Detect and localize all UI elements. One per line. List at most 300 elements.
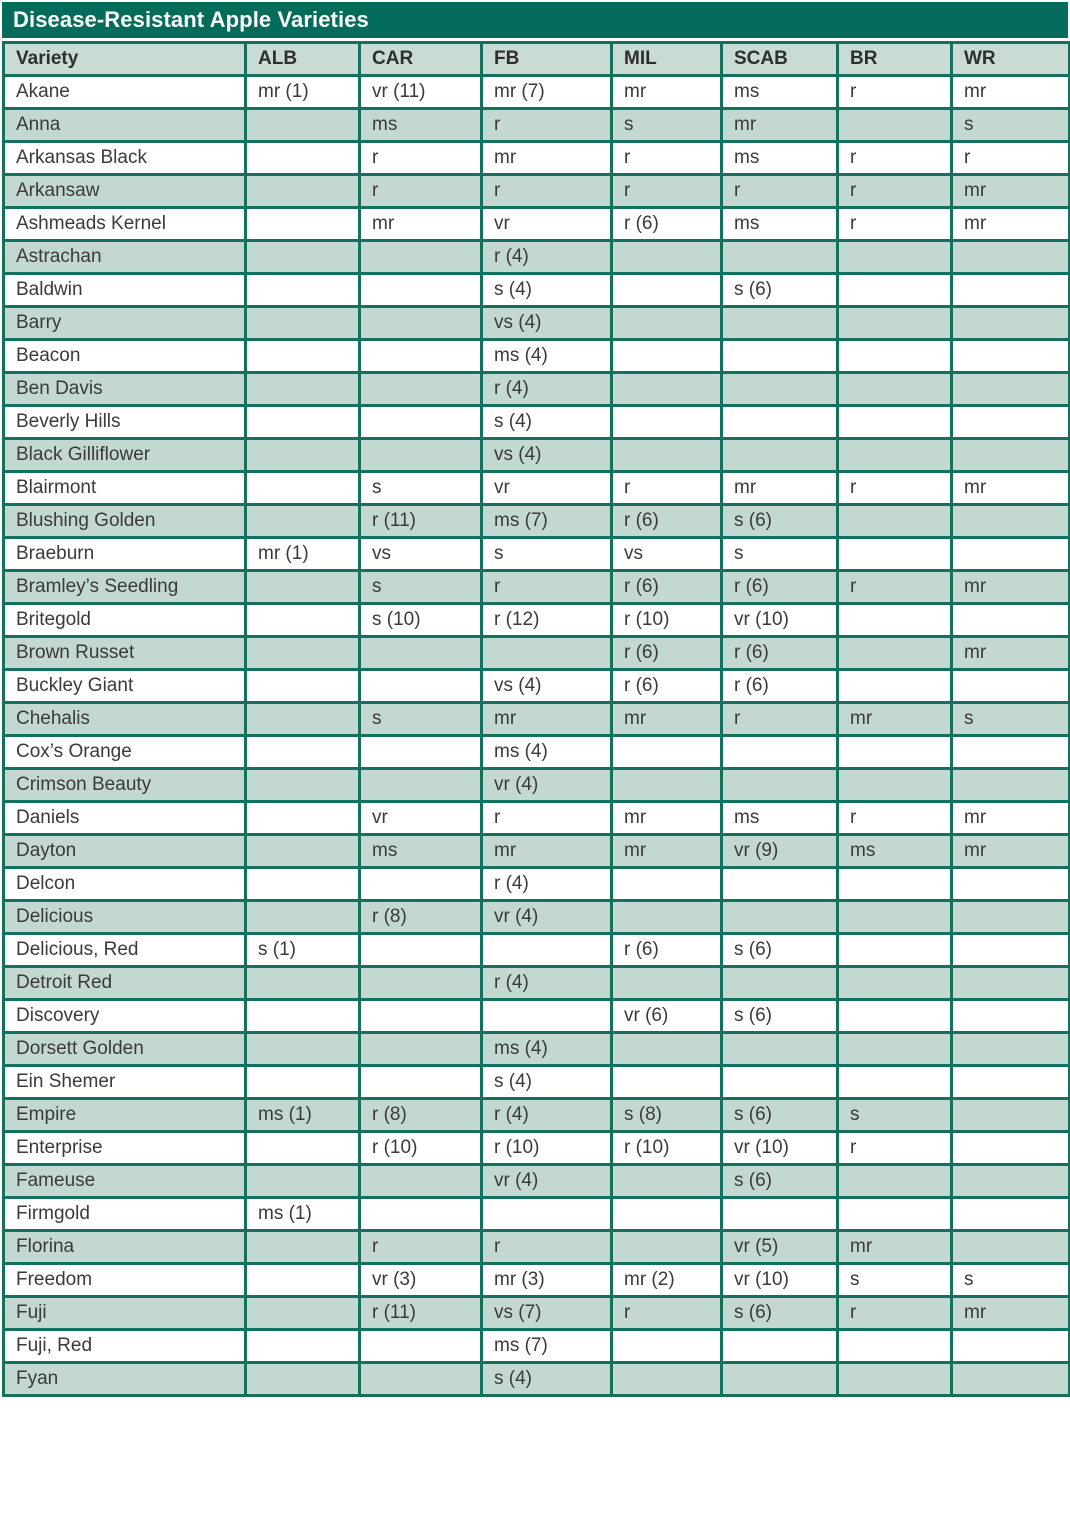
table-row (4, 868, 1070, 901)
rating-cell (360, 670, 482, 703)
table-row (4, 175, 1070, 208)
rating-cell (612, 868, 722, 901)
rating-cell: s (10) (360, 604, 482, 637)
rating-cell: vs (4) (482, 670, 612, 703)
column-header-fb: FB (482, 43, 612, 76)
rating-cell (246, 1165, 360, 1198)
rating-cell (612, 406, 722, 439)
rating-cell: mr (952, 472, 1070, 505)
variety-cell: Chehalis (4, 703, 246, 736)
rating-cell: r (8) (360, 1099, 482, 1132)
rating-cell: mr (482, 835, 612, 868)
rating-cell (838, 439, 952, 472)
rating-cell: ms (722, 208, 838, 241)
variety-cell: Bramley’s Seedling (4, 571, 246, 604)
rating-cell (246, 604, 360, 637)
rating-cell (838, 505, 952, 538)
rating-cell: r (6) (612, 670, 722, 703)
variety-cell: Akane (4, 76, 246, 109)
rating-cell (838, 769, 952, 802)
rating-cell (952, 373, 1070, 406)
rating-cell (722, 406, 838, 439)
rating-cell: mr (612, 802, 722, 835)
rating-cell (360, 1033, 482, 1066)
variety-cell: Delicious, Red (4, 934, 246, 967)
rating-cell: r (722, 175, 838, 208)
rating-cell (482, 1198, 612, 1231)
rating-cell (360, 1000, 482, 1033)
rating-cell (952, 1099, 1070, 1132)
column-header-variety: Variety (4, 43, 246, 76)
header-row (4, 43, 1070, 76)
rating-cell (246, 1231, 360, 1264)
variety-cell: Beverly Hills (4, 406, 246, 439)
rating-cell (246, 802, 360, 835)
rating-cell (838, 637, 952, 670)
rating-cell: r (4) (482, 1099, 612, 1132)
rating-cell (952, 1165, 1070, 1198)
table-row (4, 1264, 1070, 1297)
rating-cell (246, 637, 360, 670)
rating-cell: r (6) (612, 637, 722, 670)
rating-cell: vs (7) (482, 1297, 612, 1330)
rating-cell (246, 670, 360, 703)
rating-cell (722, 1363, 838, 1396)
rating-cell: vr (9) (722, 835, 838, 868)
variety-cell: Daniels (4, 802, 246, 835)
table-row (4, 274, 1070, 307)
rating-cell (838, 538, 952, 571)
rating-cell: s (4) (482, 1066, 612, 1099)
rating-cell: s (612, 109, 722, 142)
rating-cell: r (838, 208, 952, 241)
rating-cell (952, 670, 1070, 703)
column-header-wr: WR (952, 43, 1070, 76)
rating-cell (246, 274, 360, 307)
variety-cell: Barry (4, 307, 246, 340)
rating-cell: s (6) (722, 1165, 838, 1198)
rating-cell: r (482, 571, 612, 604)
variety-cell: Firmgold (4, 1198, 246, 1231)
rating-cell (360, 439, 482, 472)
rating-cell: s (952, 109, 1070, 142)
rating-cell (246, 472, 360, 505)
table-row (4, 1297, 1070, 1330)
rating-cell (612, 1330, 722, 1363)
rating-cell (612, 1165, 722, 1198)
rating-cell (722, 1066, 838, 1099)
table-row (4, 241, 1070, 274)
variety-cell: Detroit Red (4, 967, 246, 1000)
rating-cell (838, 241, 952, 274)
rating-cell: ms (7) (482, 1330, 612, 1363)
rating-cell (952, 1198, 1070, 1231)
rating-cell: vr (11) (360, 76, 482, 109)
rating-cell (612, 1066, 722, 1099)
rating-cell: ms (4) (482, 736, 612, 769)
rating-cell (838, 1198, 952, 1231)
variety-cell: Ashmeads Kernel (4, 208, 246, 241)
rating-cell: r (4) (482, 967, 612, 1000)
table-row (4, 703, 1070, 736)
rating-cell: mr (952, 175, 1070, 208)
variety-cell: Discovery (4, 1000, 246, 1033)
rating-cell (952, 934, 1070, 967)
rating-cell: mr (838, 1231, 952, 1264)
rating-cell: r (10) (482, 1132, 612, 1165)
variety-cell: Delcon (4, 868, 246, 901)
rating-cell (838, 340, 952, 373)
rating-cell: mr (2) (612, 1264, 722, 1297)
rating-cell (722, 1198, 838, 1231)
rating-cell: s (360, 571, 482, 604)
rating-cell: r (6) (612, 208, 722, 241)
rating-cell: vr (360, 802, 482, 835)
rating-cell (360, 307, 482, 340)
rating-cell (952, 868, 1070, 901)
table-header (4, 43, 1070, 76)
variety-cell: Baldwin (4, 274, 246, 307)
rating-cell: r (6) (612, 571, 722, 604)
rating-cell (360, 967, 482, 1000)
variety-cell: Fameuse (4, 1165, 246, 1198)
rating-cell: r (4) (482, 241, 612, 274)
variety-cell: Braeburn (4, 538, 246, 571)
rating-cell: s (360, 472, 482, 505)
rating-cell: r (838, 142, 952, 175)
rating-cell (952, 736, 1070, 769)
rating-cell: vr (5) (722, 1231, 838, 1264)
rating-cell: r (360, 142, 482, 175)
table-row (4, 1198, 1070, 1231)
rating-cell (612, 439, 722, 472)
rating-cell: mr (722, 472, 838, 505)
rating-cell: ms (360, 835, 482, 868)
rating-cell: mr (722, 109, 838, 142)
rating-cell (952, 967, 1070, 1000)
rating-cell: vr (10) (722, 1264, 838, 1297)
rating-cell (612, 1033, 722, 1066)
rating-cell (838, 967, 952, 1000)
table-row (4, 472, 1070, 505)
rating-cell (838, 1165, 952, 1198)
rating-cell (952, 1132, 1070, 1165)
rating-cell: r (838, 571, 952, 604)
rating-cell: vr (4) (482, 769, 612, 802)
rating-cell (246, 439, 360, 472)
rating-cell: r (6) (612, 505, 722, 538)
rating-cell (482, 1000, 612, 1033)
table-row (4, 901, 1070, 934)
rating-cell: s (952, 1264, 1070, 1297)
rating-cell: r (612, 142, 722, 175)
rating-cell: r (11) (360, 505, 482, 538)
rating-cell: mr (952, 76, 1070, 109)
table-row (4, 934, 1070, 967)
rating-cell (838, 373, 952, 406)
column-header-scab: SCAB (722, 43, 838, 76)
table-row (4, 505, 1070, 538)
rating-cell: r (838, 472, 952, 505)
table-row (4, 604, 1070, 637)
table-row (4, 109, 1070, 142)
table-row (4, 1066, 1070, 1099)
table-row (4, 1132, 1070, 1165)
rating-cell: mr (482, 703, 612, 736)
rating-cell (482, 934, 612, 967)
rating-cell (952, 604, 1070, 637)
rating-cell (360, 637, 482, 670)
rating-cell: s (838, 1264, 952, 1297)
rating-cell: r (952, 142, 1070, 175)
column-header-mil: MIL (612, 43, 722, 76)
rating-cell (838, 868, 952, 901)
rating-cell (246, 769, 360, 802)
rating-cell (246, 241, 360, 274)
rating-cell: r (482, 1231, 612, 1264)
rating-cell: ms (7) (482, 505, 612, 538)
rating-cell: mr (612, 835, 722, 868)
table-row (4, 637, 1070, 670)
rating-cell (838, 109, 952, 142)
rating-cell: s (482, 538, 612, 571)
table-row (4, 340, 1070, 373)
rating-cell: s (6) (722, 1099, 838, 1132)
rating-cell (722, 241, 838, 274)
rating-cell: s (722, 538, 838, 571)
rating-cell: r (6) (612, 934, 722, 967)
table-row (4, 142, 1070, 175)
rating-cell (838, 274, 952, 307)
rating-cell: r (360, 1231, 482, 1264)
rating-cell (838, 1000, 952, 1033)
rating-cell (246, 208, 360, 241)
rating-cell: r (6) (722, 571, 838, 604)
rating-cell (360, 406, 482, 439)
rating-cell (952, 1033, 1070, 1066)
column-header-alb: ALB (246, 43, 360, 76)
rating-cell (838, 1330, 952, 1363)
rating-cell: r (612, 472, 722, 505)
rating-cell (360, 934, 482, 967)
rating-cell: vr (4) (482, 901, 612, 934)
rating-cell (612, 274, 722, 307)
rating-cell (952, 406, 1070, 439)
variety-cell: Buckley Giant (4, 670, 246, 703)
rating-cell: r (4) (482, 868, 612, 901)
rating-cell (360, 274, 482, 307)
rating-cell: vs (4) (482, 307, 612, 340)
rating-cell (838, 604, 952, 637)
rating-cell: s (952, 703, 1070, 736)
rating-cell (246, 175, 360, 208)
variety-cell: Crimson Beauty (4, 769, 246, 802)
rating-cell: mr (952, 208, 1070, 241)
rating-cell (360, 868, 482, 901)
rating-cell (722, 373, 838, 406)
rating-cell: vr (10) (722, 604, 838, 637)
rating-cell (246, 1264, 360, 1297)
table-row (4, 1330, 1070, 1363)
column-header-br: BR (838, 43, 952, 76)
variety-cell: Arkansas Black (4, 142, 246, 175)
table-title: Disease-Resistant Apple Varieties (13, 7, 369, 32)
rating-cell: vs (4) (482, 439, 612, 472)
table-row (4, 835, 1070, 868)
rating-cell (838, 406, 952, 439)
rating-cell (246, 835, 360, 868)
rating-cell: r (482, 175, 612, 208)
table-row (4, 1165, 1070, 1198)
rating-cell (246, 1297, 360, 1330)
rating-cell: s (1) (246, 934, 360, 967)
rating-cell: vs (612, 538, 722, 571)
variety-cell: Beacon (4, 340, 246, 373)
variety-cell: Black Gilliflower (4, 439, 246, 472)
variety-cell: Fyan (4, 1363, 246, 1396)
rating-cell (246, 967, 360, 1000)
rating-cell: mr (1) (246, 538, 360, 571)
rating-cell (612, 901, 722, 934)
variety-cell: Fuji (4, 1297, 246, 1330)
variety-cell: Anna (4, 109, 246, 142)
rating-cell: r (838, 1297, 952, 1330)
table-row (4, 1000, 1070, 1033)
variety-cell: Delicious (4, 901, 246, 934)
variety-cell: Ben Davis (4, 373, 246, 406)
rating-cell: r (360, 175, 482, 208)
rating-cell: s (6) (722, 1297, 838, 1330)
rating-cell: ms (838, 835, 952, 868)
table-row (4, 406, 1070, 439)
rating-cell (722, 769, 838, 802)
rating-cell: r (11) (360, 1297, 482, 1330)
rating-cell: ms (722, 76, 838, 109)
table-row (4, 538, 1070, 571)
rating-cell: mr (1) (246, 76, 360, 109)
rating-cell (722, 340, 838, 373)
rating-cell: r (10) (612, 604, 722, 637)
variety-cell: Fuji, Red (4, 1330, 246, 1363)
rating-cell (246, 1363, 360, 1396)
rating-cell (612, 1363, 722, 1396)
rating-cell: s (4) (482, 274, 612, 307)
rating-cell (246, 109, 360, 142)
rating-cell (360, 1363, 482, 1396)
rating-cell: r (482, 109, 612, 142)
rating-cell (246, 703, 360, 736)
variety-cell: Dayton (4, 835, 246, 868)
table-row (4, 1099, 1070, 1132)
rating-cell (838, 736, 952, 769)
rating-cell: mr (838, 703, 952, 736)
rating-cell: s (4) (482, 1363, 612, 1396)
rating-cell: r (612, 1297, 722, 1330)
rating-cell: s (6) (722, 1000, 838, 1033)
rating-cell (612, 241, 722, 274)
rating-cell (838, 934, 952, 967)
rating-cell (952, 505, 1070, 538)
variety-cell: Empire (4, 1099, 246, 1132)
rating-cell: r (10) (612, 1132, 722, 1165)
rating-cell: s (838, 1099, 952, 1132)
table-row (4, 208, 1070, 241)
column-header-car: CAR (360, 43, 482, 76)
rating-cell: r (482, 802, 612, 835)
rating-cell (246, 307, 360, 340)
rating-cell (612, 1198, 722, 1231)
rating-cell: vr (4) (482, 1165, 612, 1198)
rating-cell: mr (952, 802, 1070, 835)
table-title-bar (2, 2, 1068, 38)
rating-cell: ms (722, 142, 838, 175)
rating-cell: vr (482, 208, 612, 241)
rating-cell (246, 868, 360, 901)
rating-cell (952, 1363, 1070, 1396)
variety-cell: Astrachan (4, 241, 246, 274)
table-row (4, 373, 1070, 406)
rating-cell (246, 1132, 360, 1165)
rating-cell (722, 967, 838, 1000)
rating-cell (246, 340, 360, 373)
rating-cell (838, 901, 952, 934)
rating-cell (952, 901, 1070, 934)
rating-cell (612, 307, 722, 340)
rating-cell (482, 637, 612, 670)
rating-cell (612, 967, 722, 1000)
rating-cell: vr (6) (612, 1000, 722, 1033)
rating-cell (722, 1330, 838, 1363)
variety-cell: Britegold (4, 604, 246, 637)
rating-cell: r (6) (722, 637, 838, 670)
rating-cell: ms (1) (246, 1099, 360, 1132)
rating-cell (246, 373, 360, 406)
table-row (4, 1033, 1070, 1066)
rating-cell: mr (360, 208, 482, 241)
variety-cell: Ein Shemer (4, 1066, 246, 1099)
rating-cell: ms (722, 802, 838, 835)
table-row (4, 670, 1070, 703)
rating-cell: mr (482, 142, 612, 175)
rating-cell: r (4) (482, 373, 612, 406)
rating-cell: mr (612, 703, 722, 736)
apple-varieties-table (2, 41, 1070, 1397)
rating-cell (612, 769, 722, 802)
variety-cell: Dorsett Golden (4, 1033, 246, 1066)
rating-cell (952, 340, 1070, 373)
table-row (4, 439, 1070, 472)
table-row (4, 571, 1070, 604)
rating-cell (612, 340, 722, 373)
rating-cell (722, 736, 838, 769)
rating-cell: mr (3) (482, 1264, 612, 1297)
rating-cell (952, 241, 1070, 274)
rating-cell (952, 307, 1070, 340)
rating-cell: mr (952, 835, 1070, 868)
table-row (4, 967, 1070, 1000)
rating-cell: s (6) (722, 274, 838, 307)
rating-cell (838, 307, 952, 340)
rating-cell: mr (952, 1297, 1070, 1330)
table-row (4, 76, 1070, 109)
rating-cell (360, 241, 482, 274)
rating-cell: ms (1) (246, 1198, 360, 1231)
rating-cell (612, 736, 722, 769)
rating-cell (722, 901, 838, 934)
variety-cell: Freedom (4, 1264, 246, 1297)
variety-cell: Brown Russet (4, 637, 246, 670)
rating-cell (952, 1330, 1070, 1363)
